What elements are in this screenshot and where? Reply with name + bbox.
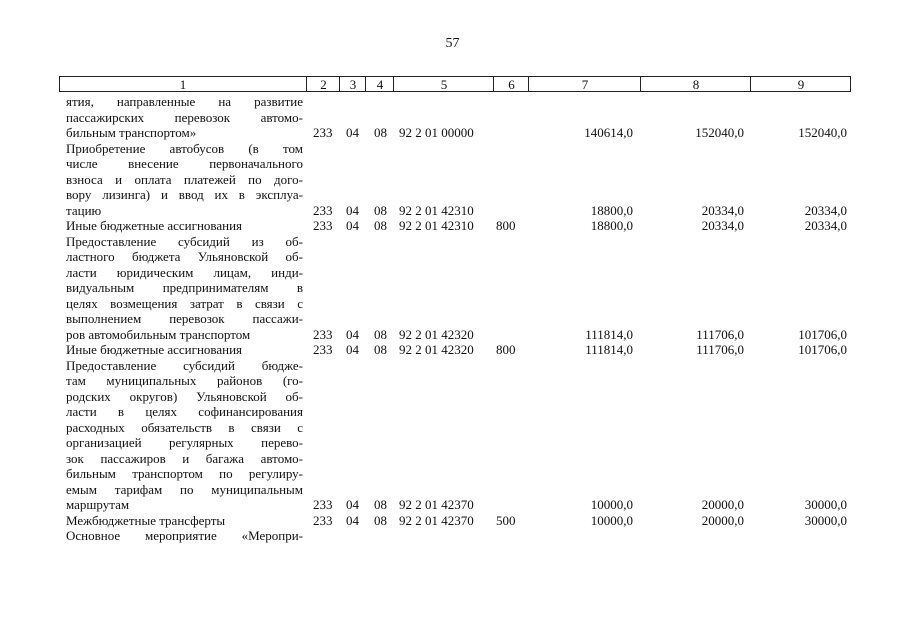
row-cell-c9: 30000,0 xyxy=(804,512,847,528)
row-cell-c2: 233 xyxy=(313,218,333,233)
row-cell-c2: 233 xyxy=(313,342,333,357)
row-cell-c4: 08 xyxy=(374,125,387,140)
row-cell-c9: 20334,0 xyxy=(804,218,847,233)
row-description-line: там муниципальных районов (го- xyxy=(66,373,303,388)
row-cell-c3: 04 xyxy=(346,326,359,342)
row-description-line: Предоставление субсидий бюдже- xyxy=(66,357,303,373)
row-description-line: видуальным предпринимателям в xyxy=(66,280,303,295)
row-cell-c2: 233 xyxy=(313,512,333,528)
row-description-line: ятия, направленные на развитие xyxy=(66,94,303,109)
row-cell-c5: 92 2 01 42310 xyxy=(399,218,474,233)
row-cell-c8: 20000,0 xyxy=(701,497,744,512)
row-description-line: Предоставление субсидий из об- xyxy=(66,233,303,249)
header-col-7: 7 xyxy=(528,77,641,91)
row-cell-c7: 18800,0 xyxy=(590,218,633,233)
header-col-1: 1 xyxy=(179,77,187,92)
row-cell-c5: 92 2 01 42370 xyxy=(399,497,474,512)
row-cell-c9: 101706,0 xyxy=(798,342,847,357)
row-cell-c5: 92 2 01 42320 xyxy=(399,326,474,342)
row-cell-c3: 04 xyxy=(346,202,359,218)
row-description-line: вору лизинга) и ввод их в эксплуа- xyxy=(66,187,303,202)
header-col-6: 6 xyxy=(493,77,529,91)
page-number: 57 xyxy=(445,36,460,51)
row-cell-c8: 20334,0 xyxy=(701,202,744,218)
row-cell-c2: 233 xyxy=(313,326,333,342)
row-description-line: числе внесение первоначального xyxy=(66,156,303,171)
row-cell-c4: 08 xyxy=(374,512,387,528)
row-description-line: родских округов) Ульяновской об- xyxy=(66,388,303,404)
row-description-line: емым тарифам по муниципальным xyxy=(66,481,303,497)
row-cell-c9: 101706,0 xyxy=(798,326,847,342)
row-cell-c4: 08 xyxy=(374,218,387,233)
row-cell-c9: 152040,0 xyxy=(798,125,847,140)
row-cell-c8: 111706,0 xyxy=(696,342,744,357)
row-cell-c5: 92 2 01 00000 xyxy=(399,125,474,140)
row-description-line: Приобретение автобусов (в том xyxy=(66,140,303,156)
row-cell-c2: 233 xyxy=(313,125,333,140)
row-description-line: зок пассажиров и багажа автомо- xyxy=(66,450,303,466)
row-cell-c8: 20334,0 xyxy=(701,218,744,233)
row-cell-c4: 08 xyxy=(374,202,387,218)
row-cell-c7: 140614,0 xyxy=(584,125,633,140)
row-cell-c2: 233 xyxy=(313,202,333,218)
row-cell-c7: 111814,0 xyxy=(585,342,633,357)
row-description-line: бильным транспортом» xyxy=(66,125,197,140)
row-description-line: Межбюджетные трансферты xyxy=(66,512,226,528)
row-cell-c2: 233 xyxy=(313,497,333,512)
row-cell-c3: 04 xyxy=(346,512,359,528)
row-description-line: тацию xyxy=(66,202,102,218)
row-cell-c7: 111814,0 xyxy=(585,326,633,342)
row-cell-c3: 04 xyxy=(346,125,359,140)
row-description-line: маршрутам xyxy=(66,497,130,512)
row-description-line: организацией регулярных перево- xyxy=(66,435,303,450)
table-header xyxy=(59,76,851,92)
row-description-line: выполнением перевозок пассажи- xyxy=(66,311,303,326)
row-cell-c8: 20000,0 xyxy=(701,512,744,528)
row-cell-c7: 18800,0 xyxy=(590,202,633,218)
row-cell-c6: 800 xyxy=(496,218,516,233)
row-description-line: Иные бюджетные ассигнования xyxy=(66,218,243,233)
row-description-line: ласти юридическим лицам, инди- xyxy=(66,264,303,280)
row-cell-c9: 20334,0 xyxy=(804,202,847,218)
row-cell-c5: 92 2 01 42310 xyxy=(399,202,474,218)
row-description-line: пассажирских перевозок автомо- xyxy=(66,109,303,125)
row-description-line: расходных обязательств в связи с xyxy=(66,419,303,435)
header-col-9: 9 xyxy=(750,77,851,91)
row-cell-c4: 08 xyxy=(374,497,387,512)
row-description-line: бильным транспортом по регулиру- xyxy=(66,466,303,481)
row-description-line: ров автомобильным транспортом xyxy=(66,326,251,342)
row-description-line: ластного бюджета Ульяновской об- xyxy=(66,249,303,264)
row-cell-c4: 08 xyxy=(374,342,387,357)
header-col-5: 5 xyxy=(393,77,494,91)
header-col-8: 8 xyxy=(640,77,751,91)
row-cell-c7: 10000,0 xyxy=(590,497,633,512)
row-description-line: взноса и оплата платежей по дого- xyxy=(66,171,303,187)
row-cell-c5: 92 2 01 42370 xyxy=(399,512,474,528)
row-cell-c9: 30000,0 xyxy=(804,497,847,512)
row-cell-c6: 800 xyxy=(496,342,516,357)
row-cell-c8: 152040,0 xyxy=(695,125,744,140)
row-cell-c5: 92 2 01 42320 xyxy=(399,342,474,357)
header-col-3: 3 xyxy=(339,77,366,91)
row-description-line: Основное мероприятие «Меропри- xyxy=(66,528,303,543)
row-cell-c7: 10000,0 xyxy=(590,512,633,528)
row-description-line: Иные бюджетные ассигнования xyxy=(66,342,243,357)
row-cell-c3: 04 xyxy=(346,497,359,512)
row-cell-c3: 04 xyxy=(346,218,359,233)
row-cell-c8: 111706,0 xyxy=(696,326,744,342)
header-col-2: 2 xyxy=(306,77,340,91)
row-description-line: целях возмещения затрат в связи с xyxy=(66,295,303,311)
row-cell-c3: 04 xyxy=(346,342,359,357)
header-col-4: 4 xyxy=(365,77,394,91)
row-cell-c6: 500 xyxy=(496,512,516,528)
row-description-line: ласти в целях софинансирования xyxy=(66,404,303,419)
row-cell-c4: 08 xyxy=(374,326,387,342)
